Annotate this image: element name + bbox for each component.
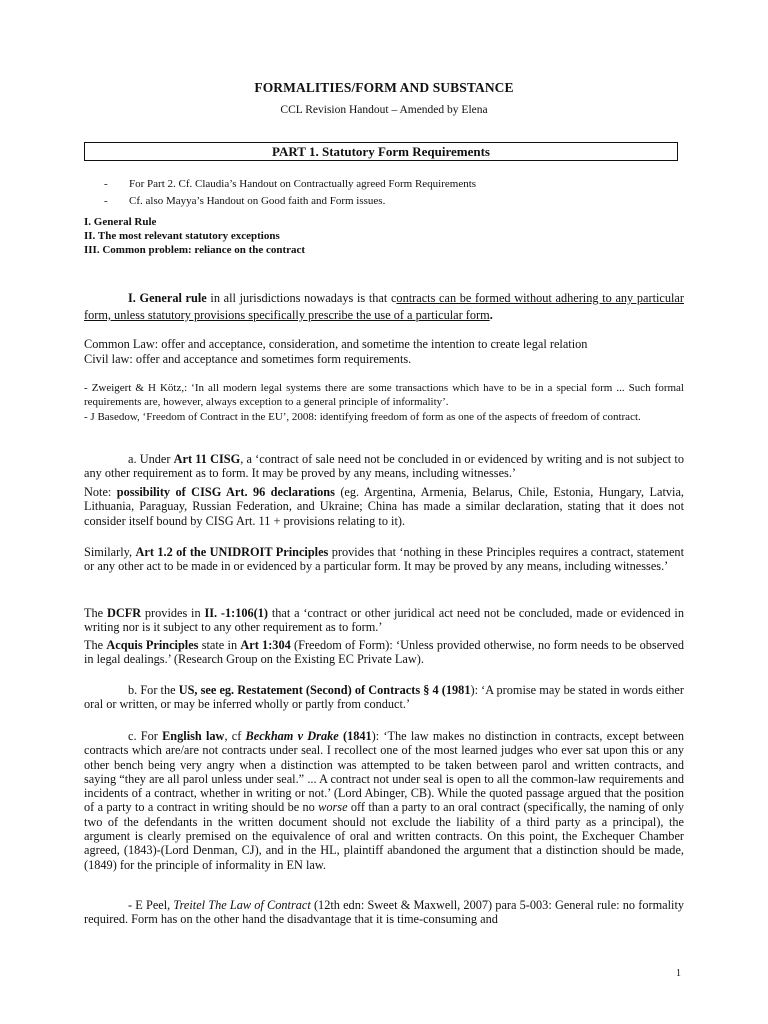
bold-text: English law xyxy=(162,729,225,743)
italic-text: worse xyxy=(318,800,348,815)
cisg-paragraph xyxy=(84,452,684,481)
cross-reference-list xyxy=(104,176,684,210)
basedow-quote: - J Basedow, ‘Freedom of Contract in the EU’, 2008: identifying freedom of form as one of the aspects of freedom of contract. xyxy=(84,411,641,423)
text-run: a. Under xyxy=(128,452,174,466)
text-run: The xyxy=(84,638,107,652)
text-run: Note: xyxy=(84,485,117,499)
bullet-dash: - xyxy=(104,195,108,207)
text-run: in all jurisdictions nowadays is that c xyxy=(206,291,397,305)
text-run: Similarly, xyxy=(84,545,136,559)
zweigert-quote: - Zweigert & H Kötz,: ‘In all modern legal systems there are some transactions which have to be in a special form ... Such formal requirements are, however, always exception to a general principle of informality’. xyxy=(84,382,684,408)
text-run: off than a party to an oral contract (specifically, the naming of only two of the defendants in the written document should not exclude the liability of a third party as a principal), the argument is clearly premised on the equivalence of oral and written contracts. On this point, the Exchequer Chamber agreed, (1843)-(Lord Denman, CJ), and in the HL, plaintiff abandoned the argument that a distinction should be made, (1849) for the principle of informality in EN law. xyxy=(84,800,684,872)
text-run: c. For xyxy=(128,729,163,743)
bold-text: (1841 xyxy=(338,729,372,743)
page-number: 1 xyxy=(676,968,681,979)
text-run: The xyxy=(84,606,107,620)
bold-text: II. -1:106(1) xyxy=(204,606,269,620)
list-item xyxy=(104,176,684,193)
general-rule-heading: I. General rule xyxy=(128,291,207,305)
bold-text: US, see eg. Restatement (Second) of Contracts § 4 (1981 xyxy=(178,683,471,697)
text-run: , a ‘contract of sale need not be concluded in or evidenced by writing and is not subject to any other requirement as to form. It may be proved by any means, including witnesses.’ xyxy=(84,452,684,481)
unidroit-paragraph xyxy=(84,545,684,574)
underlined-text: ontracts can be formed without adhering to any particular form, unless statutory provisions specifically prescribe the use of a particular form xyxy=(84,291,684,322)
civil-law-line: Civil law: offer and acceptance and sometimes form requirements. xyxy=(84,352,412,366)
text-run: (Freedom of Form): ‘Unless provided otherwise, no form needs to be observed in legal dealings.’ (Research Group on the Existing EC Private Law). xyxy=(84,638,684,667)
text-run: state in xyxy=(198,638,241,652)
table-of-contents xyxy=(84,215,684,257)
bold-text: possibility of CISG Art. 96 declarations xyxy=(116,485,335,499)
cisg-note-paragraph xyxy=(84,485,684,528)
bold-text: Art 11 CISG xyxy=(173,452,241,466)
bold-text: Acquis Principles xyxy=(106,638,199,652)
document-title: FORMALITIES/FORM AND SUBSTANCE xyxy=(254,80,514,95)
toc-item: II. The most relevant statutory exceptions xyxy=(84,230,280,242)
general-rule-paragraph xyxy=(84,290,684,324)
text-run: provides that ‘nothing in these Principles requires a contract, statement or any other act to be made in or evidenced by a particular form. It may be proved by any means, including witnesses.’ xyxy=(84,545,684,574)
text-run: . xyxy=(489,308,493,322)
acquis-paragraph xyxy=(84,638,684,667)
text-run: that a ‘contract or other juridical act need not be concluded, made or evidenced in writing nor is it subject to any other requirement as to form.’ xyxy=(84,606,684,635)
us-paragraph xyxy=(84,683,684,712)
common-law-line: Common Law: offer and acceptance, consideration, and sometime the intention to create legal relation xyxy=(84,337,588,351)
english-law-paragraph xyxy=(84,729,684,872)
bold-text: Art 1:304 xyxy=(240,638,291,652)
bold-text: DCFR xyxy=(106,606,142,620)
text-run: (12th edn: Sweet & Maxwell, 2007) para 5-003: General rule: no formality required. Form has on the other hand the disadvantage that it is time-consuming and xyxy=(84,898,685,927)
text-run: , cf xyxy=(224,729,246,743)
list-item xyxy=(104,193,684,210)
document-subtitle: CCL Revision Handout – Amended by Elena xyxy=(280,104,488,116)
bullet-text: Cf. also Mayya’s Handout on Good faith and Form issues. xyxy=(129,195,386,207)
text-run: ): ‘The law makes no distinction in contracts, except between contracts which are/are not contracts under seal. I recollect one of the most learned judges who ever sat upon this or any other bench being very angry when a distinction was attempted to be taken between parol and written contracts, and saying “they are all parol unless under seal.” ... A contract not under seal is open to all the common-law requirements and incidents of a contract, whether in writing or not.’ (Lord Abinger, CB). While the quoted passage argued that the position of a party to a contract in writing should be no xyxy=(84,729,685,815)
book-title: Treitel The Law of Contract xyxy=(173,898,311,912)
bullet-text: For Part 2. Cf. Claudia’s Handout on Contractually agreed Form Requirements xyxy=(129,178,477,190)
text-run: - E Peel, xyxy=(128,898,174,912)
case-name: Beckham v Drake xyxy=(245,729,339,743)
text-run: b. For the xyxy=(128,683,179,697)
peel-paragraph xyxy=(84,898,684,927)
dcfr-paragraph xyxy=(84,606,684,635)
text-run: (eg. Argentina, Armenia, Belarus, Chile, Estonia, Hungary, Latvia, Lithuania, Paraguay, Russian Federation, and Ukraine; China has made a similar declaration, stating that it does not consider itself bound by CISG Art. 11 + provisions relating to it). xyxy=(84,485,684,528)
toc-item: I. General Rule xyxy=(84,216,157,228)
toc-item: III. Common problem: reliance on the contract xyxy=(84,244,306,256)
part-heading-box: PART 1. Statutory Form Requirements xyxy=(84,142,678,161)
bullet-dash: - xyxy=(104,178,108,190)
bold-text: Art 1.2 of the UNIDROIT Principles xyxy=(135,545,329,559)
text-run: provides in xyxy=(141,606,205,620)
text-run: ): ‘A promise may be stated in words either oral or written, or may be inferred wholly or partly from conduct.’ xyxy=(84,683,684,712)
